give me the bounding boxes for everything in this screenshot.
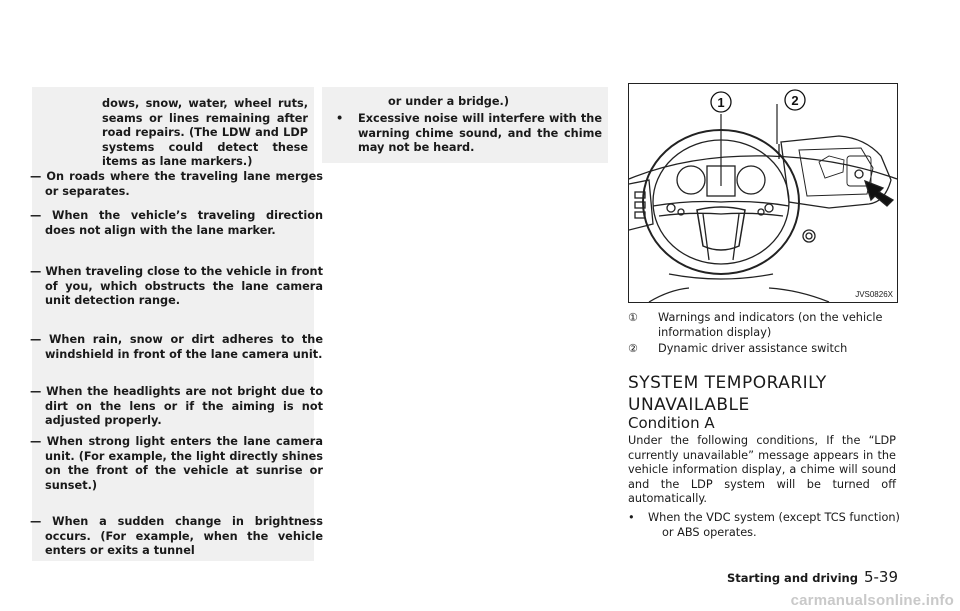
svg-text:2: 2 <box>791 93 799 108</box>
subheading: Condition A <box>628 414 715 432</box>
bullet-text: When the VDC system (except TCS function) or ABS operates. <box>648 511 900 539</box>
page-footer <box>727 568 898 586</box>
callout-2 <box>785 90 805 110</box>
legend-number: ① <box>628 311 638 324</box>
callout-1 <box>711 92 731 112</box>
watermark: carmanualsonline.info <box>790 592 954 609</box>
list-item: — When the vehicle’s traveling direction does not align with the lane marker. <box>30 209 323 237</box>
bullet-symbol: • <box>336 112 344 125</box>
figure-code: JVS0826X <box>855 290 893 299</box>
svg-text:1: 1 <box>717 95 725 110</box>
col1-intro: dows, snow, water, wheel ruts, seams or lines remaining after road repairs. (The LDW and LDP systems could detect these items as lane markers.) <box>102 97 308 169</box>
col2-continuation: or under a bridge.) <box>388 95 509 108</box>
list-item: — When the headlights are not bright due to dirt on the lens or if the aiming is not adjusted properly. <box>30 385 323 428</box>
legend-number: ② <box>628 342 638 355</box>
page-number: 5-39 <box>863 568 898 586</box>
list-item: — On roads where the traveling lane merges or separates. <box>30 170 323 198</box>
list-item: — When strong light enters the lane camera unit. (For example, the light directly shines on the front of the vehicle at sunrise or sunset.) <box>30 435 323 492</box>
legend-text: Warnings and indicators (on the vehicle information display) <box>658 311 883 339</box>
legend-item <box>628 311 898 341</box>
list-item: — When rain, snow or dirt adheres to the windshield in front of the lane camera unit. <box>30 333 323 361</box>
footer-section: Starting and driving <box>726 571 858 585</box>
section-heading: SYSTEM TEMPORARILY UNAVAILABLE <box>628 373 827 415</box>
legend-text: Dynamic driver assistance switch <box>658 342 848 355</box>
legend-item <box>628 342 898 358</box>
bullet-symbol: • <box>628 511 635 524</box>
bullet-text: Excessive noise will interfere with the warning chime sound, and the chime may not be heard. <box>358 112 602 155</box>
list-item: — When a sudden change in brightness occurs. (For example, when the vehicle enters or exits a tunnel <box>30 515 323 558</box>
steering-wheel-figure <box>628 83 898 303</box>
steering-wheel-illustration <box>629 84 897 302</box>
body-paragraph: Under the following conditions, If the “LDP currently unavailable” message appears in the vehicle information display, a chime will sound and the LDP system will be turned off automatically. <box>628 434 896 506</box>
list-item: — When traveling close to the vehicle in front of you, which obstructs the lane camera unit detection range. <box>30 265 323 308</box>
